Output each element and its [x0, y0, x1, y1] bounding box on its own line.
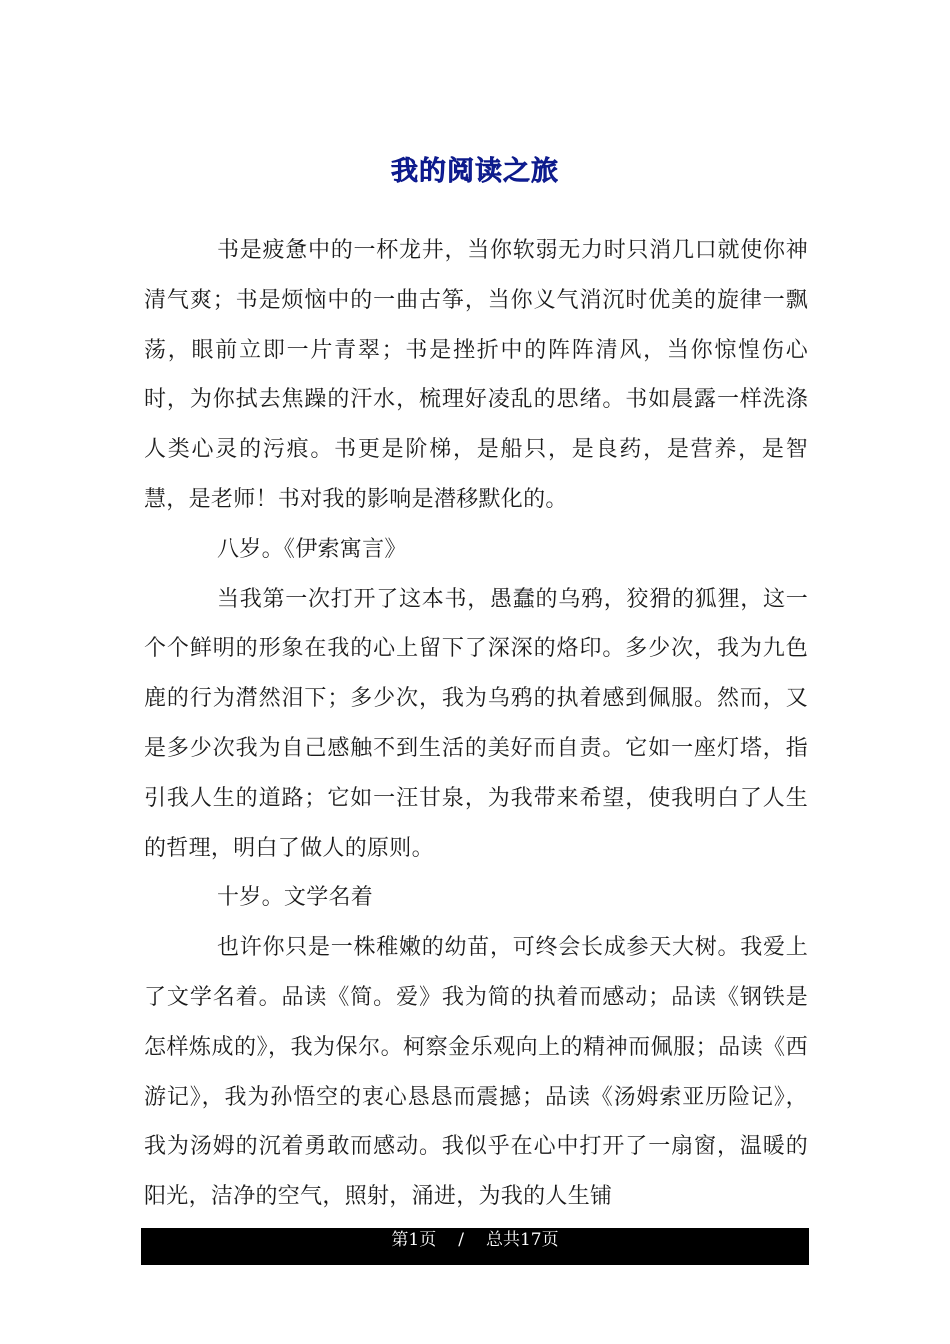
current-page-label: 第1页 — [391, 1230, 437, 1250]
paragraph-intro: 书是疲惫中的一杯龙井，当你软弱无力时只消几口就使你神清气爽；书是烦恼中的一曲古筝，当你义气消沉时优美的旋律一飘荡，眼前立即一片青翠；书是挫折中的阵阵清风，当你惊惶伤心时，为你拭去焦躁的汗水，梳理好凌乱的思绪。书如晨露一样洗涤人类心灵的污痕。书更是阶梯，是船只，是良药，是营养，是智慧，是老师！书对我的影响是潜移默化的。 — [144, 238, 808, 512]
section-heading-age-eight: 八岁。《伊索寓言》 — [217, 536, 407, 562]
section-heading-age-ten: 十岁。文学名着 — [217, 885, 374, 911]
document-body — [144, 226, 808, 1222]
page-separator: / — [458, 1230, 464, 1250]
paragraph-classics: 也许你只是一株稚嫩的幼苗，可终会长成参天大树。我爱上了文学名着。品读《简。爱》我为简的执着而感动；品读《钢铁是怎样炼成的》，我为保尔。柯察金乐观向上的精神而佩服；品读《西游记》，我为孙悟空的衷心恳恳而震撼；品读《汤姆索亚历险记》，我为汤姆的沉着勇敢而感动。我似乎在心中打开了一扇窗，温暖的阳光，洁净的空气，照射，涌进，为我的人生铺 — [144, 935, 808, 1210]
paragraph-aesop: 当我第一次打开了这本书，愚蠢的乌鸦，狡猾的狐狸，这一个个鲜明的形象在我的心上留下了深深的烙印。多少次，我为九色鹿的行为潸然泪下；多少次，我为乌鸦的执着感到佩服。然而，又是多少次我为自己感触不到生活的美好而自责。它如一座灯塔，指引我人生的道路；它如一汪甘泉，为我带来希望，使我明白了人生的哲理，明白了做人的原则。 — [144, 586, 808, 861]
document-title: 我的阅读之旅 — [391, 156, 559, 188]
total-pages-label: 总共17页 — [485, 1230, 559, 1250]
page-footer — [141, 1228, 809, 1265]
